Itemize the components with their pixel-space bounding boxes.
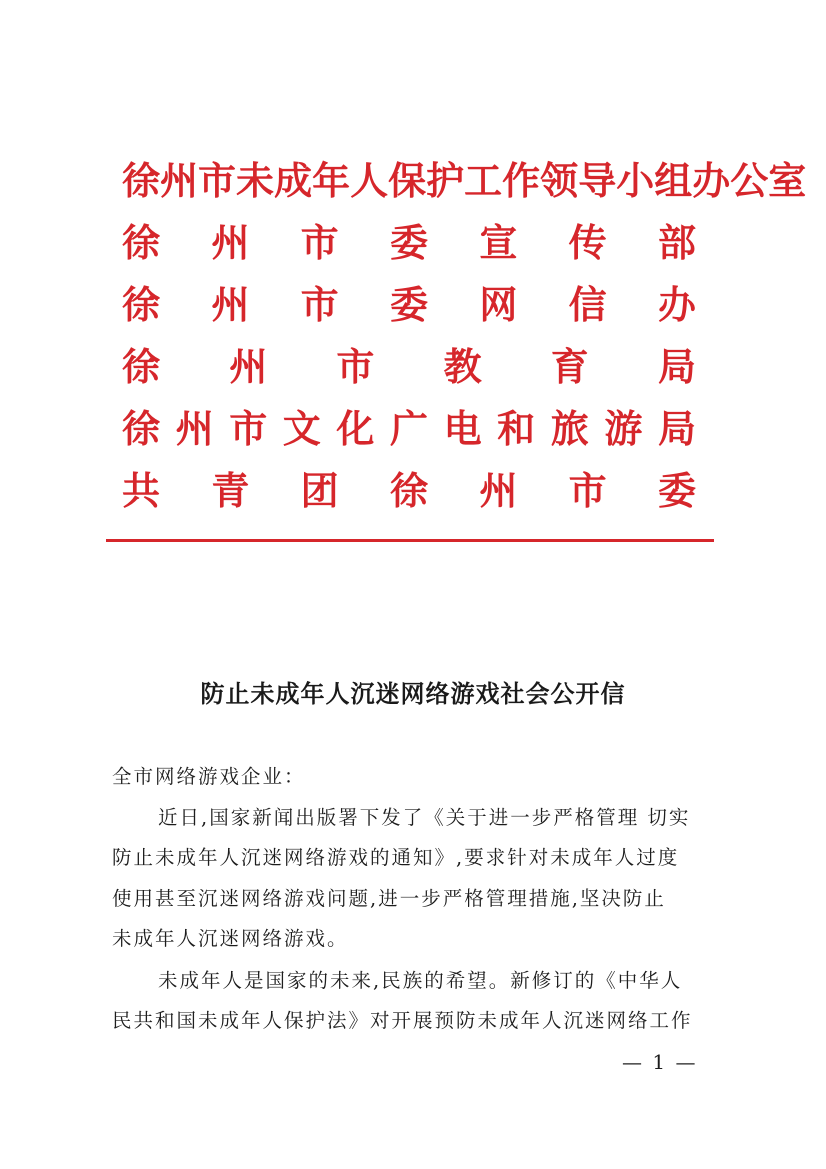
org-char: 徐: [122, 407, 161, 451]
org-char: 网: [479, 283, 518, 327]
org-line-culture-tourism-bureau: [122, 398, 696, 460]
body-line: 未成年人是国家的未来,民族的希望。新修订的《中华人: [158, 969, 683, 992]
org-char: 委: [657, 469, 696, 513]
org-char: 团: [300, 469, 339, 513]
org-char: 宣: [479, 221, 518, 265]
org-line-youth-league: [122, 460, 696, 522]
red-divider-line: [106, 539, 714, 542]
org-char: 小: [616, 159, 655, 203]
org-line-propaganda-dept: [122, 212, 696, 274]
org-char: 电: [443, 407, 482, 451]
org-char: 局: [657, 345, 696, 389]
org-char: 育: [550, 345, 589, 389]
org-char: 局: [657, 407, 696, 451]
org-char: 传: [568, 221, 607, 265]
org-char: 徐: [122, 159, 161, 203]
org-char: 共: [122, 469, 161, 513]
org-line-cyberspace-office: [122, 274, 696, 336]
body-line: 使用甚至沉迷网络游戏问题,进一步严格管理措施,坚决防止: [112, 887, 666, 910]
org-char: 年: [312, 159, 351, 203]
body-line: 未成年人沉迷网络游戏。: [112, 927, 349, 950]
org-char: 旅: [550, 407, 589, 451]
org-char: 公: [730, 159, 769, 203]
org-char: 工: [464, 159, 503, 203]
org-char: 徐: [389, 469, 428, 513]
org-char: 导: [578, 159, 617, 203]
salutation: 全市网络游戏企业：: [112, 765, 306, 788]
body-line: 近日,国家新闻出版署下发了《关于进一步严格管理 切实: [158, 806, 691, 829]
org-char: 游: [604, 407, 643, 451]
org-char: 办: [657, 283, 696, 327]
org-line-minor-protection-office: [122, 150, 807, 212]
body-line: 防止未成年人沉迷网络游戏的通知》,要求针对未成年人过度: [112, 846, 680, 869]
org-char: 领: [540, 159, 579, 203]
org-char: 州: [229, 345, 268, 389]
page-number: — 1 —: [622, 1050, 698, 1074]
org-char: 州: [175, 407, 214, 451]
org-char: 作: [502, 159, 541, 203]
org-char: 委: [389, 283, 428, 327]
org-char: 办: [692, 159, 731, 203]
org-char: 成: [274, 159, 313, 203]
org-char: 市: [300, 283, 339, 327]
org-line-education-bureau: [122, 336, 696, 398]
org-char: 委: [389, 221, 428, 265]
org-char: 部: [657, 221, 696, 265]
org-char: 保: [388, 159, 427, 203]
org-char: 市: [229, 407, 268, 451]
org-char: 广: [389, 407, 428, 451]
org-char: 教: [443, 345, 482, 389]
org-char: 市: [568, 469, 607, 513]
org-char: 徐: [122, 283, 161, 327]
org-char: 组: [654, 159, 693, 203]
org-char: 化: [336, 407, 375, 451]
org-char: 青: [211, 469, 250, 513]
org-char: 徐: [122, 221, 161, 265]
org-char: 室: [768, 159, 807, 203]
org-char: 州: [211, 221, 250, 265]
issuing-organizations-header: [122, 150, 807, 522]
org-char: 未: [236, 159, 275, 203]
org-char: 州: [211, 283, 250, 327]
body-line: 民共和国未成年人保护法》对开展预防未成年人沉迷网络工作: [112, 1009, 693, 1032]
document-title: 防止未成年人沉迷网络游戏社会公开信: [200, 680, 626, 708]
org-char: 州: [160, 159, 199, 203]
org-char: 市: [198, 159, 237, 203]
org-char: 文: [282, 407, 321, 451]
org-char: 和: [497, 407, 536, 451]
org-char: 信: [568, 283, 607, 327]
org-char: 人: [350, 159, 389, 203]
org-char: 州: [479, 469, 518, 513]
org-char: 市: [336, 345, 375, 389]
org-char: 徐: [122, 345, 161, 389]
org-char: 护: [426, 159, 465, 203]
org-char: 市: [300, 221, 339, 265]
